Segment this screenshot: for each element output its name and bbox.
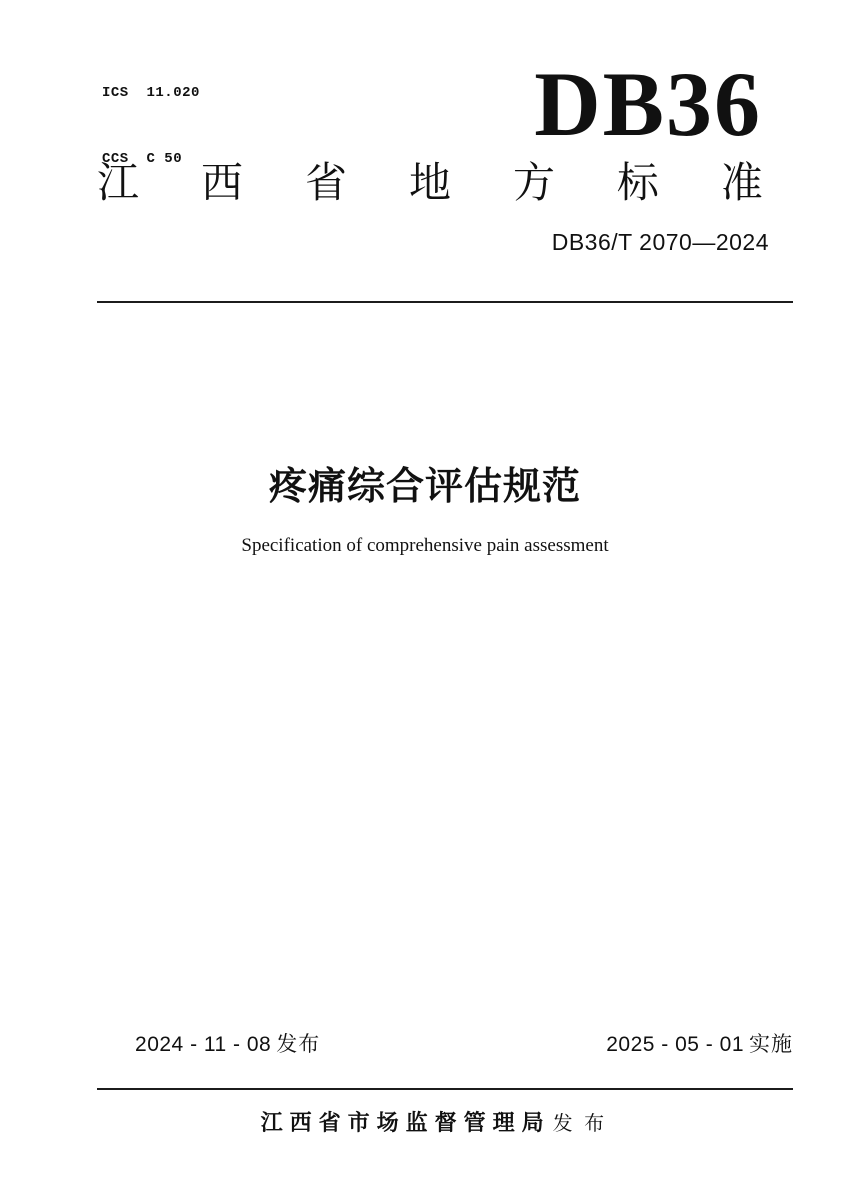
standard-type-char: 省 xyxy=(304,159,347,206)
publish-label: 发 布 xyxy=(552,1113,608,1135)
implementation-date: 2025 - 05 - 01 xyxy=(606,1033,744,1056)
document-title-cn: 疼痛综合评估规范 xyxy=(268,466,581,508)
publisher-line xyxy=(0,1088,850,1155)
implementation-date-group xyxy=(568,1006,793,1084)
standard-type-char: 方 xyxy=(512,159,555,206)
document-title-en: Specification of comprehensive pain assessment xyxy=(241,535,609,556)
standard-type-char: 标 xyxy=(616,159,659,206)
dates-row xyxy=(97,1006,793,1090)
issue-date-group xyxy=(97,1006,320,1084)
header-divider xyxy=(97,301,793,303)
ccs-code: CCS C 50 xyxy=(102,151,183,167)
standard-type-char: 准 xyxy=(720,159,763,206)
issue-date: 2024 - 11 - 08 xyxy=(135,1033,272,1056)
standard-type-char: 西 xyxy=(200,159,243,206)
db36-logo: DB36 xyxy=(534,53,762,155)
standard-type-char: 地 xyxy=(408,159,451,206)
standard-type-char: 江 xyxy=(97,159,140,206)
ics-code: ICS 11.020 xyxy=(102,85,200,101)
publisher-name: 江西省市场监督管理局 xyxy=(260,1110,551,1135)
standard-type-title xyxy=(97,160,763,206)
standard-number: DB36/T 2070—2024 xyxy=(551,229,769,255)
implementation-label: 实施 xyxy=(749,1033,793,1056)
issue-label: 发布 xyxy=(276,1033,321,1056)
